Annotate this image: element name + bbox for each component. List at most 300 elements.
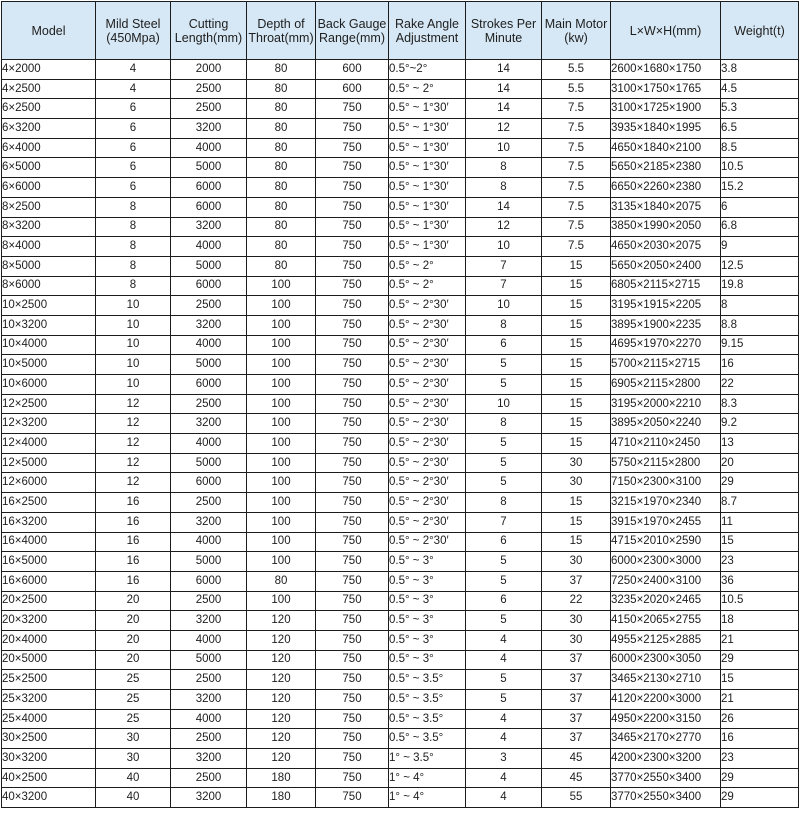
cell-mild-steel: 20 [96, 591, 171, 611]
cell-model: 16×2500 [2, 493, 96, 513]
cell-back-gauge-range: 750 [316, 788, 389, 808]
cell-dimensions: 3195×1915×2205 [611, 296, 721, 316]
cell-strokes-per-minute: 5 [466, 670, 542, 690]
cell-strokes-per-minute: 6 [466, 335, 542, 355]
table-row [2, 178, 799, 198]
cell-weight: 29 [721, 788, 799, 808]
cell-mild-steel: 25 [96, 670, 171, 690]
cell-back-gauge-range: 750 [316, 414, 389, 434]
cell-model: 8×3200 [2, 217, 96, 237]
cell-back-gauge-range: 750 [316, 630, 389, 650]
cell-depth-of-throat: 100 [247, 591, 316, 611]
cell-weight: 29 [721, 650, 799, 670]
cell-strokes-per-minute: 8 [466, 178, 542, 198]
cell-weight: 18 [721, 611, 799, 631]
cell-depth-of-throat: 100 [247, 335, 316, 355]
cell-cutting-length: 2500 [171, 296, 247, 316]
header-row [2, 2, 799, 60]
cell-cutting-length: 6000 [171, 473, 247, 493]
cell-dimensions: 3770×2550×3400 [611, 788, 721, 808]
cell-mild-steel: 8 [96, 197, 171, 217]
cell-back-gauge-range: 750 [316, 237, 389, 257]
cell-back-gauge-range: 600 [316, 79, 389, 99]
cell-strokes-per-minute: 4 [466, 788, 542, 808]
cell-back-gauge-range: 750 [316, 197, 389, 217]
cell-weight: 9.2 [721, 414, 799, 434]
cell-model: 6×5000 [2, 158, 96, 178]
cell-model: 8×4000 [2, 237, 96, 257]
cell-model: 30×2500 [2, 729, 96, 749]
cell-weight: 9 [721, 237, 799, 257]
cell-strokes-per-minute: 4 [466, 650, 542, 670]
cell-dimensions: 5650×2050×2400 [611, 256, 721, 276]
cell-back-gauge-range: 750 [316, 532, 389, 552]
cell-cutting-length: 2500 [171, 99, 247, 119]
cell-main-motor: 15 [542, 315, 611, 335]
cell-cutting-length: 2500 [171, 670, 247, 690]
cell-mild-steel: 8 [96, 256, 171, 276]
cell-mild-steel: 25 [96, 709, 171, 729]
cell-weight: 26 [721, 709, 799, 729]
cell-model: 6×4000 [2, 138, 96, 158]
cell-weight: 16 [721, 729, 799, 749]
cell-main-motor: 15 [542, 493, 611, 513]
cell-dimensions: 3895×1900×2235 [611, 315, 721, 335]
cell-depth-of-throat: 80 [247, 79, 316, 99]
cell-dimensions: 5750×2115×2800 [611, 453, 721, 473]
cell-rake-angle: 0.5° ~ 2°30′ [389, 473, 466, 493]
cell-mild-steel: 4 [96, 60, 171, 80]
cell-strokes-per-minute: 7 [466, 276, 542, 296]
cell-depth-of-throat: 100 [247, 276, 316, 296]
cell-dimensions: 4200×2300×3200 [611, 749, 721, 769]
table-row [2, 276, 799, 296]
cell-main-motor: 15 [542, 532, 611, 552]
cell-model: 10×5000 [2, 355, 96, 375]
table-row [2, 237, 799, 257]
cell-rake-angle: 0.5° ~ 3° [389, 552, 466, 572]
cell-back-gauge-range: 750 [316, 512, 389, 532]
cell-strokes-per-minute: 4 [466, 729, 542, 749]
cell-cutting-length: 4000 [171, 532, 247, 552]
cell-rake-angle: 0.5° ~ 3° [389, 591, 466, 611]
cell-main-motor: 37 [542, 690, 611, 710]
cell-dimensions: 4650×2030×2075 [611, 237, 721, 257]
cell-strokes-per-minute: 5 [466, 434, 542, 454]
cell-depth-of-throat: 120 [247, 690, 316, 710]
cell-mild-steel: 6 [96, 99, 171, 119]
cell-depth-of-throat: 80 [247, 178, 316, 198]
cell-rake-angle: 0.5° ~ 2°30′ [389, 414, 466, 434]
cell-model: 6×2500 [2, 99, 96, 119]
cell-rake-angle: 0.5° ~ 2°30′ [389, 434, 466, 454]
cell-dimensions: 4710×2110×2450 [611, 434, 721, 454]
table-row [2, 611, 799, 631]
cell-back-gauge-range: 750 [316, 217, 389, 237]
cell-mild-steel: 12 [96, 394, 171, 414]
cell-cutting-length: 3200 [171, 749, 247, 769]
table-body [2, 60, 799, 808]
cell-main-motor: 55 [542, 788, 611, 808]
cell-mild-steel: 16 [96, 532, 171, 552]
cell-depth-of-throat: 100 [247, 375, 316, 395]
cell-cutting-length: 3200 [171, 690, 247, 710]
cell-back-gauge-range: 750 [316, 650, 389, 670]
table-row [2, 552, 799, 572]
cell-cutting-length: 3200 [171, 217, 247, 237]
cell-strokes-per-minute: 8 [466, 315, 542, 335]
cell-weight: 15 [721, 532, 799, 552]
cell-dimensions: 4695×1970×2270 [611, 335, 721, 355]
cell-cutting-length: 5000 [171, 453, 247, 473]
cell-weight: 29 [721, 473, 799, 493]
cell-weight: 19.8 [721, 276, 799, 296]
cell-strokes-per-minute: 10 [466, 237, 542, 257]
cell-depth-of-throat: 120 [247, 729, 316, 749]
table-row [2, 60, 799, 80]
cell-dimensions: 4715×2010×2590 [611, 532, 721, 552]
cell-cutting-length: 4000 [171, 630, 247, 650]
cell-back-gauge-range: 750 [316, 670, 389, 690]
cell-dimensions: 6650×2260×2380 [611, 178, 721, 198]
cell-mild-steel: 30 [96, 729, 171, 749]
table-row [2, 453, 799, 473]
cell-back-gauge-range: 750 [316, 709, 389, 729]
cell-model: 6×6000 [2, 178, 96, 198]
cell-depth-of-throat: 180 [247, 788, 316, 808]
cell-rake-angle: 0.5° ~ 1°30′ [389, 237, 466, 257]
cell-depth-of-throat: 100 [247, 552, 316, 572]
cell-strokes-per-minute: 6 [466, 532, 542, 552]
cell-cutting-length: 4000 [171, 434, 247, 454]
cell-main-motor: 22 [542, 591, 611, 611]
table-row [2, 690, 799, 710]
cell-cutting-length: 3200 [171, 788, 247, 808]
cell-model: 10×2500 [2, 296, 96, 316]
cell-depth-of-throat: 100 [247, 394, 316, 414]
cell-rake-angle: 0.5° ~ 1°30′ [389, 158, 466, 178]
cell-back-gauge-range: 600 [316, 60, 389, 80]
cell-strokes-per-minute: 5 [466, 552, 542, 572]
cell-cutting-length: 2000 [171, 60, 247, 80]
cell-mild-steel: 10 [96, 296, 171, 316]
table-row [2, 532, 799, 552]
cell-model: 10×6000 [2, 375, 96, 395]
table-row [2, 788, 799, 808]
table-row [2, 256, 799, 276]
cell-rake-angle: 0.5° ~ 2°30′ [389, 315, 466, 335]
cell-weight: 9.15 [721, 335, 799, 355]
cell-rake-angle: 0.5° ~ 3.5° [389, 729, 466, 749]
cell-mild-steel: 12 [96, 414, 171, 434]
cell-dimensions: 3465×2170×2770 [611, 729, 721, 749]
cell-model: 8×2500 [2, 197, 96, 217]
cell-dimensions: 3235×2020×2465 [611, 591, 721, 611]
cell-back-gauge-range: 750 [316, 611, 389, 631]
cell-dimensions: 3770×2550×3400 [611, 768, 721, 788]
header-dimensions: L×W×H(mm) [611, 2, 721, 60]
cell-weight: 8 [721, 296, 799, 316]
cell-cutting-length: 5000 [171, 650, 247, 670]
cell-rake-angle: 0.5° ~ 2°30′ [389, 493, 466, 513]
cell-main-motor: 7.5 [542, 158, 611, 178]
cell-main-motor: 7.5 [542, 119, 611, 139]
cell-back-gauge-range: 750 [316, 178, 389, 198]
cell-depth-of-throat: 80 [247, 237, 316, 257]
cell-back-gauge-range: 750 [316, 99, 389, 119]
table-row [2, 414, 799, 434]
cell-weight: 5.3 [721, 99, 799, 119]
cell-model: 4×2500 [2, 79, 96, 99]
cell-rake-angle: 0.5° ~ 1°30′ [389, 99, 466, 119]
cell-rake-angle: 0.5° ~ 1°30′ [389, 119, 466, 139]
cell-depth-of-throat: 100 [247, 434, 316, 454]
cell-weight: 23 [721, 552, 799, 572]
cell-strokes-per-minute: 5 [466, 690, 542, 710]
cell-depth-of-throat: 100 [247, 453, 316, 473]
cell-main-motor: 7.5 [542, 237, 611, 257]
cell-dimensions: 3465×2130×2710 [611, 670, 721, 690]
cell-depth-of-throat: 100 [247, 296, 316, 316]
cell-depth-of-throat: 80 [247, 256, 316, 276]
cell-cutting-length: 3200 [171, 611, 247, 631]
cell-main-motor: 7.5 [542, 138, 611, 158]
cell-weight: 6.8 [721, 217, 799, 237]
cell-main-motor: 15 [542, 276, 611, 296]
cell-strokes-per-minute: 8 [466, 414, 542, 434]
cell-model: 40×3200 [2, 788, 96, 808]
cell-cutting-length: 2500 [171, 394, 247, 414]
cell-model: 6×3200 [2, 119, 96, 139]
cell-mild-steel: 30 [96, 749, 171, 769]
cell-model: 12×3200 [2, 414, 96, 434]
cell-dimensions: 3100×1750×1765 [611, 79, 721, 99]
cell-back-gauge-range: 750 [316, 355, 389, 375]
cell-mild-steel: 10 [96, 315, 171, 335]
cell-strokes-per-minute: 8 [466, 493, 542, 513]
cell-main-motor: 37 [542, 709, 611, 729]
cell-mild-steel: 6 [96, 178, 171, 198]
cell-depth-of-throat: 120 [247, 749, 316, 769]
table-row [2, 729, 799, 749]
cell-strokes-per-minute: 4 [466, 630, 542, 650]
cell-dimensions: 3135×1840×2075 [611, 197, 721, 217]
cell-mild-steel: 10 [96, 335, 171, 355]
cell-model: 12×4000 [2, 434, 96, 454]
cell-cutting-length: 5000 [171, 256, 247, 276]
cell-model: 12×2500 [2, 394, 96, 414]
cell-weight: 8.5 [721, 138, 799, 158]
cell-depth-of-throat: 80 [247, 158, 316, 178]
cell-strokes-per-minute: 14 [466, 79, 542, 99]
cell-dimensions: 6000×2300×3000 [611, 552, 721, 572]
cell-depth-of-throat: 120 [247, 650, 316, 670]
cell-mild-steel: 12 [96, 453, 171, 473]
cell-model: 10×4000 [2, 335, 96, 355]
table-row [2, 119, 799, 139]
cell-strokes-per-minute: 12 [466, 217, 542, 237]
cell-model: 10×3200 [2, 315, 96, 335]
cell-weight: 3.8 [721, 60, 799, 80]
cell-back-gauge-range: 750 [316, 473, 389, 493]
cell-mild-steel: 16 [96, 571, 171, 591]
table-row [2, 768, 799, 788]
cell-weight: 8.8 [721, 315, 799, 335]
cell-weight: 8.7 [721, 493, 799, 513]
cell-cutting-length: 3200 [171, 414, 247, 434]
cell-dimensions: 5700×2115×2715 [611, 355, 721, 375]
cell-dimensions: 4650×1840×2100 [611, 138, 721, 158]
cell-mild-steel: 4 [96, 79, 171, 99]
cell-cutting-length: 2500 [171, 729, 247, 749]
cell-model: 12×6000 [2, 473, 96, 493]
cell-mild-steel: 10 [96, 375, 171, 395]
cell-main-motor: 37 [542, 650, 611, 670]
cell-strokes-per-minute: 5 [466, 611, 542, 631]
cell-mild-steel: 20 [96, 650, 171, 670]
cell-cutting-length: 6000 [171, 178, 247, 198]
cell-depth-of-throat: 100 [247, 493, 316, 513]
cell-rake-angle: 0.5° ~ 1°30′ [389, 217, 466, 237]
table-row [2, 394, 799, 414]
cell-rake-angle: 0.5° ~ 3.5° [389, 670, 466, 690]
table-row [2, 571, 799, 591]
cell-back-gauge-range: 750 [316, 591, 389, 611]
cell-model: 16×3200 [2, 512, 96, 532]
cell-back-gauge-range: 750 [316, 690, 389, 710]
cell-back-gauge-range: 750 [316, 296, 389, 316]
table-row [2, 355, 799, 375]
cell-dimensions: 5650×2185×2380 [611, 158, 721, 178]
table-row [2, 335, 799, 355]
cell-back-gauge-range: 750 [316, 375, 389, 395]
cell-model: 25×2500 [2, 670, 96, 690]
cell-depth-of-throat: 100 [247, 473, 316, 493]
cell-cutting-length: 4000 [171, 709, 247, 729]
cell-dimensions: 7250×2400×3100 [611, 571, 721, 591]
cell-cutting-length: 6000 [171, 197, 247, 217]
cell-depth-of-throat: 120 [247, 630, 316, 650]
cell-rake-angle: 0.5° ~ 2°30′ [389, 355, 466, 375]
cell-model: 16×5000 [2, 552, 96, 572]
cell-back-gauge-range: 750 [316, 256, 389, 276]
cell-back-gauge-range: 750 [316, 453, 389, 473]
cell-main-motor: 15 [542, 355, 611, 375]
cell-dimensions: 3895×2050×2240 [611, 414, 721, 434]
cell-depth-of-throat: 80 [247, 119, 316, 139]
cell-model: 12×5000 [2, 453, 96, 473]
table-row [2, 473, 799, 493]
cell-strokes-per-minute: 14 [466, 60, 542, 80]
cell-depth-of-throat: 100 [247, 512, 316, 532]
cell-back-gauge-range: 750 [316, 749, 389, 769]
cell-dimensions: 6000×2300×3050 [611, 650, 721, 670]
cell-weight: 15.2 [721, 178, 799, 198]
cell-strokes-per-minute: 4 [466, 768, 542, 788]
cell-rake-angle: 0.5° ~ 2°30′ [389, 512, 466, 532]
cell-model: 16×4000 [2, 532, 96, 552]
cell-cutting-length: 5000 [171, 552, 247, 572]
cell-main-motor: 7.5 [542, 99, 611, 119]
header-strokes-per-minute: Strokes Per Minute [466, 2, 542, 60]
cell-cutting-length: 5000 [171, 355, 247, 375]
cell-main-motor: 15 [542, 394, 611, 414]
cell-model: 8×5000 [2, 256, 96, 276]
cell-mild-steel: 40 [96, 768, 171, 788]
header-back-gauge-range: Back Gauge Range(mm) [316, 2, 389, 60]
cell-main-motor: 30 [542, 630, 611, 650]
cell-cutting-length: 4000 [171, 335, 247, 355]
cell-weight: 11 [721, 512, 799, 532]
cell-mild-steel: 16 [96, 552, 171, 572]
cell-model: 20×4000 [2, 630, 96, 650]
cell-main-motor: 15 [542, 296, 611, 316]
cell-cutting-length: 5000 [171, 158, 247, 178]
cell-rake-angle: 0.5° ~ 3.5° [389, 690, 466, 710]
cell-main-motor: 37 [542, 670, 611, 690]
cell-strokes-per-minute: 5 [466, 473, 542, 493]
table-row [2, 79, 799, 99]
cell-back-gauge-range: 750 [316, 276, 389, 296]
cell-main-motor: 15 [542, 335, 611, 355]
cell-weight: 15 [721, 670, 799, 690]
cell-main-motor: 15 [542, 512, 611, 532]
cell-back-gauge-range: 750 [316, 434, 389, 454]
cell-cutting-length: 2500 [171, 493, 247, 513]
table-row [2, 99, 799, 119]
cell-dimensions: 3195×2000×2210 [611, 394, 721, 414]
cell-back-gauge-range: 750 [316, 493, 389, 513]
cell-rake-angle: 0.5° ~ 3.5° [389, 709, 466, 729]
cell-weight: 10.5 [721, 591, 799, 611]
cell-model: 40×2500 [2, 768, 96, 788]
cell-strokes-per-minute: 14 [466, 197, 542, 217]
cell-dimensions: 3100×1725×1900 [611, 99, 721, 119]
cell-depth-of-throat: 80 [247, 60, 316, 80]
header-model: Model [2, 2, 96, 60]
cell-rake-angle: 0.5° ~ 3° [389, 571, 466, 591]
cell-back-gauge-range: 750 [316, 119, 389, 139]
cell-back-gauge-range: 750 [316, 138, 389, 158]
cell-rake-angle: 0.5° ~ 1°30′ [389, 178, 466, 198]
cell-weight: 6 [721, 197, 799, 217]
table-row [2, 296, 799, 316]
cell-mild-steel: 12 [96, 434, 171, 454]
cell-model: 20×3200 [2, 611, 96, 631]
cell-mild-steel: 8 [96, 217, 171, 237]
cell-depth-of-throat: 80 [247, 99, 316, 119]
cell-model: 8×6000 [2, 276, 96, 296]
cell-depth-of-throat: 80 [247, 217, 316, 237]
cell-weight: 21 [721, 630, 799, 650]
cell-back-gauge-range: 750 [316, 394, 389, 414]
header-cutting-length: Cutting Length(mm) [171, 2, 247, 60]
cell-strokes-per-minute: 3 [466, 749, 542, 769]
cell-dimensions: 3215×1970×2340 [611, 493, 721, 513]
cell-weight: 13 [721, 434, 799, 454]
cell-weight: 12.5 [721, 256, 799, 276]
table-row [2, 630, 799, 650]
cell-strokes-per-minute: 5 [466, 375, 542, 395]
cell-rake-angle: 0.5° ~ 2°30′ [389, 453, 466, 473]
cell-mild-steel: 25 [96, 690, 171, 710]
header-main-motor: Main Motor (kw) [542, 2, 611, 60]
cell-main-motor: 15 [542, 434, 611, 454]
cell-rake-angle: 0.5° ~ 2° [389, 79, 466, 99]
cell-mild-steel: 6 [96, 158, 171, 178]
table-row [2, 591, 799, 611]
cell-back-gauge-range: 750 [316, 571, 389, 591]
